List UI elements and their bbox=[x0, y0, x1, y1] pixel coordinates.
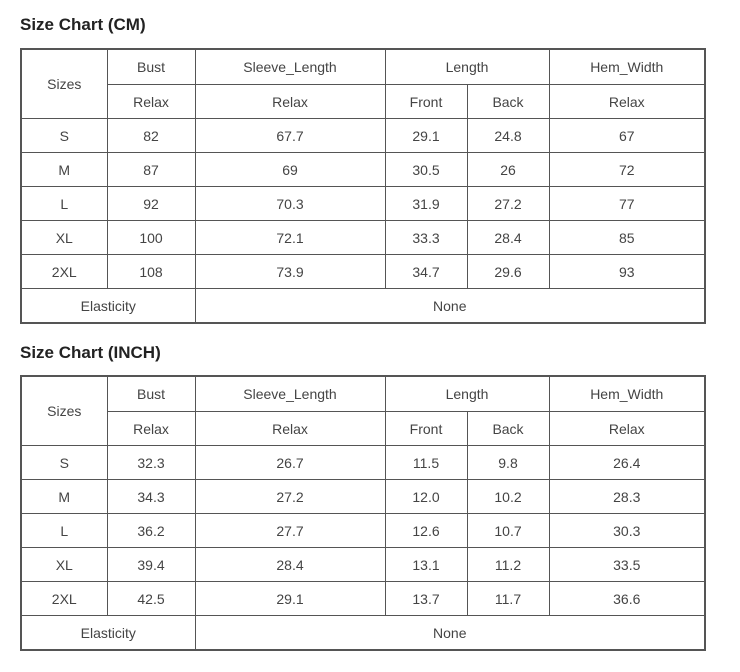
size-chart-inch-title: Size Chart (INCH) bbox=[20, 343, 161, 362]
cell-size: XL bbox=[21, 221, 107, 255]
subheader-front: Front bbox=[385, 412, 467, 446]
header-bust: Bust bbox=[107, 49, 195, 85]
cell-sleeve: 28.4 bbox=[195, 548, 385, 582]
header-row bbox=[21, 376, 705, 412]
cell-hem: 30.3 bbox=[549, 514, 705, 548]
cell-back: 27.2 bbox=[467, 187, 549, 221]
cell-hem: 67 bbox=[549, 119, 705, 153]
subheader-bust-relax: Relax bbox=[107, 85, 195, 119]
size-table-cm bbox=[20, 48, 706, 324]
cell-hem: 72 bbox=[549, 153, 705, 187]
cell-front: 30.5 bbox=[385, 153, 467, 187]
table-row bbox=[21, 119, 705, 153]
subheader-hem-relax: Relax bbox=[549, 85, 705, 119]
cell-hem: 77 bbox=[549, 187, 705, 221]
cell-sleeve: 69 bbox=[195, 153, 385, 187]
cell-back: 11.7 bbox=[467, 582, 549, 616]
cell-sleeve: 27.2 bbox=[195, 480, 385, 514]
cell-back: 26 bbox=[467, 153, 549, 187]
subheader-front: Front bbox=[385, 85, 467, 119]
table-row bbox=[21, 480, 705, 514]
elasticity-label: Elasticity bbox=[21, 289, 195, 324]
cell-sleeve: 72.1 bbox=[195, 221, 385, 255]
table-row bbox=[21, 582, 705, 616]
cell-front: 13.7 bbox=[385, 582, 467, 616]
cell-bust: 34.3 bbox=[107, 480, 195, 514]
cell-bust: 42.5 bbox=[107, 582, 195, 616]
subheader-back: Back bbox=[467, 412, 549, 446]
cell-hem: 85 bbox=[549, 221, 705, 255]
footer-row bbox=[21, 289, 705, 324]
header-length: Length bbox=[385, 49, 549, 85]
cell-hem: 33.5 bbox=[549, 548, 705, 582]
cell-back: 28.4 bbox=[467, 221, 549, 255]
cell-front: 31.9 bbox=[385, 187, 467, 221]
elasticity-value: None bbox=[195, 289, 705, 324]
cell-back: 10.7 bbox=[467, 514, 549, 548]
cell-bust: 82 bbox=[107, 119, 195, 153]
cell-sleeve: 26.7 bbox=[195, 446, 385, 480]
subheader-back: Back bbox=[467, 85, 549, 119]
size-chart-cm-title: Size Chart (CM) bbox=[20, 15, 146, 34]
cell-sleeve: 73.9 bbox=[195, 255, 385, 289]
cell-back: 11.2 bbox=[467, 548, 549, 582]
cell-size: 2XL bbox=[21, 255, 107, 289]
table-row bbox=[21, 548, 705, 582]
header-bust: Bust bbox=[107, 376, 195, 412]
cell-size: M bbox=[21, 153, 107, 187]
subheader-sleeve-relax: Relax bbox=[195, 412, 385, 446]
table-row bbox=[21, 153, 705, 187]
cell-back: 9.8 bbox=[467, 446, 549, 480]
subheader-bust-relax: Relax bbox=[107, 412, 195, 446]
cell-bust: 100 bbox=[107, 221, 195, 255]
cell-sleeve: 70.3 bbox=[195, 187, 385, 221]
header-hem-width: Hem_Width bbox=[549, 49, 705, 85]
cell-sleeve: 27.7 bbox=[195, 514, 385, 548]
cell-front: 33.3 bbox=[385, 221, 467, 255]
cell-size: M bbox=[21, 480, 107, 514]
cell-bust: 39.4 bbox=[107, 548, 195, 582]
cell-size: L bbox=[21, 514, 107, 548]
cell-hem: 36.6 bbox=[549, 582, 705, 616]
cell-back: 29.6 bbox=[467, 255, 549, 289]
cell-hem: 26.4 bbox=[549, 446, 705, 480]
elasticity-label: Elasticity bbox=[21, 616, 195, 651]
table-row bbox=[21, 255, 705, 289]
header-sizes: Sizes bbox=[21, 49, 107, 119]
cell-hem: 93 bbox=[549, 255, 705, 289]
cell-back: 24.8 bbox=[467, 119, 549, 153]
cell-sleeve: 29.1 bbox=[195, 582, 385, 616]
size-table-inch bbox=[20, 375, 706, 651]
cell-hem: 28.3 bbox=[549, 480, 705, 514]
cell-bust: 32.3 bbox=[107, 446, 195, 480]
cell-size: L bbox=[21, 187, 107, 221]
cell-size: XL bbox=[21, 548, 107, 582]
cell-bust: 87 bbox=[107, 153, 195, 187]
header-length: Length bbox=[385, 376, 549, 412]
header-hem-width: Hem_Width bbox=[549, 376, 705, 412]
header-sizes: Sizes bbox=[21, 376, 107, 446]
cell-size: S bbox=[21, 446, 107, 480]
header-sleeve-length: Sleeve_Length bbox=[195, 376, 385, 412]
cell-bust: 92 bbox=[107, 187, 195, 221]
elasticity-value: None bbox=[195, 616, 705, 651]
cell-front: 34.7 bbox=[385, 255, 467, 289]
cell-front: 12.6 bbox=[385, 514, 467, 548]
cell-front: 12.0 bbox=[385, 480, 467, 514]
footer-row bbox=[21, 616, 705, 651]
cell-front: 13.1 bbox=[385, 548, 467, 582]
table-row bbox=[21, 514, 705, 548]
subheader-hem-relax: Relax bbox=[549, 412, 705, 446]
header-sleeve-length: Sleeve_Length bbox=[195, 49, 385, 85]
cell-sleeve: 67.7 bbox=[195, 119, 385, 153]
cell-bust: 108 bbox=[107, 255, 195, 289]
cell-bust: 36.2 bbox=[107, 514, 195, 548]
subheader-sleeve-relax: Relax bbox=[195, 85, 385, 119]
table-row bbox=[21, 221, 705, 255]
subheader-row bbox=[21, 412, 705, 446]
cell-size: 2XL bbox=[21, 582, 107, 616]
cell-front: 11.5 bbox=[385, 446, 467, 480]
cell-front: 29.1 bbox=[385, 119, 467, 153]
header-row bbox=[21, 49, 705, 85]
table-row bbox=[21, 187, 705, 221]
subheader-row bbox=[21, 85, 705, 119]
cell-size: S bbox=[21, 119, 107, 153]
cell-back: 10.2 bbox=[467, 480, 549, 514]
table-row bbox=[21, 446, 705, 480]
